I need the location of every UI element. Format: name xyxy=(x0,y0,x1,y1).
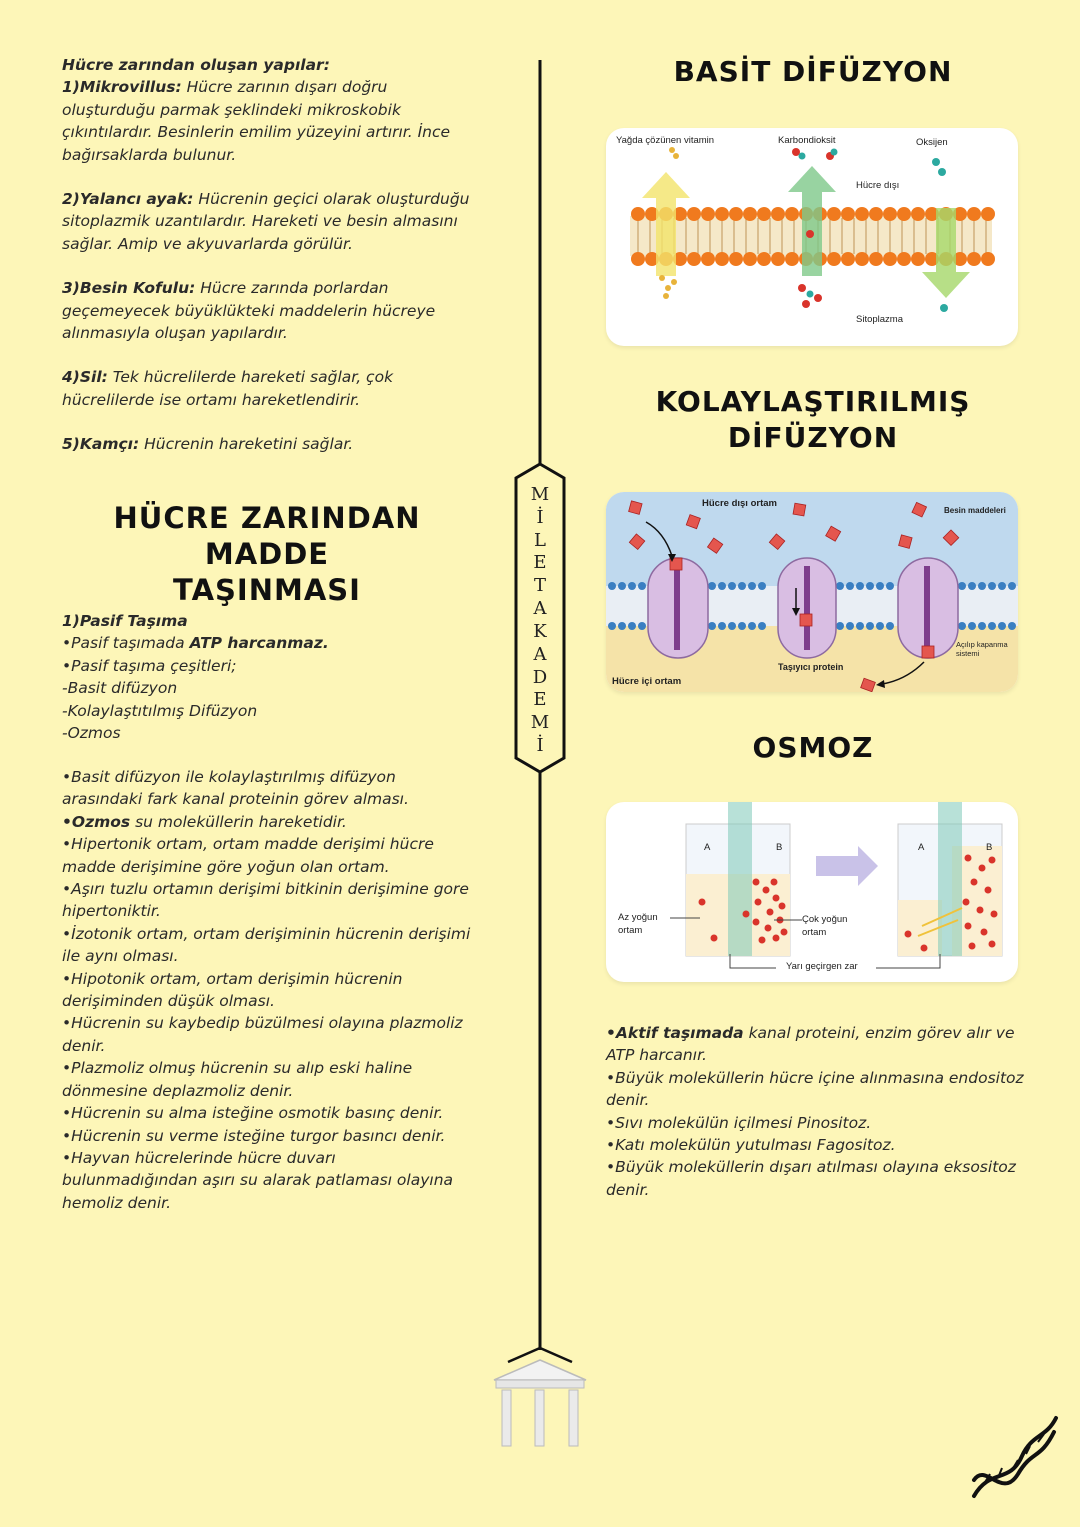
item-kamci: 5)Kamçı: Hücrenin hareketini sağlar. xyxy=(62,435,354,454)
transport-heading: HÜCRE ZARINDAN MADDE TAŞINMASI xyxy=(113,501,421,607)
facilitated-diffusion-diagram: Hücre dışı ortam Besin maddeleri Açılıp kapanma sistemi Taşıyıcı protein Hücre içi ortam xyxy=(606,492,1018,692)
notes-section: •Basit difüzyon ile kolaylaştırılmış difüzyon arasındaki fark kanal proteinin görev alması. •Ozmos su moleküllerin hareketidir. •Hipertonik ortam, ortam madde derişimi hücre madde derişimine göre yoğun olan ortam. •Aşırı tuzlu ortamın derişimi bitkinin derişimine gore hipertoniktir. •İzotonik ortam, ortam derişiminin hücrenin derişimi ile aynı olması. •Hipotonik ortam, ortam derişimin hücrenin derişiminden düşük olması. •Hücrenin su kaybedip büzülmesi olayına plazmoliz denir. •Plazmoliz olmuş hücrenin su alıp eski haline dönmesine deplazmoliz denir. •Hücrenin su alma isteğine osmotik basınç denir. •Hücrenin su verme isteğine turgor basıncı denir. •Hayvan hücrelerinde hücre duvarı bulunmadığından aşırı su alarak patlaması olayına hemoliz denir. xyxy=(62,768,471,1212)
left-column xyxy=(62,54,482,478)
temple-icon xyxy=(494,1348,586,1446)
osmosis-title: OSMOZ xyxy=(752,731,874,764)
passive-section: 1)Pasif Taşıma •Pasif taşımada ATP harcanmaz. •Pasif taşıma çeşitleri; -Basit difüzyon -Kolaylaştıtılmış Difüzyon -Ozmos xyxy=(62,610,482,744)
osmosis-diagram: A B A B Az yoğun ortam Çok yoğun ortam Yarı geçirgen zar xyxy=(606,802,1018,982)
dna-icon xyxy=(966,1408,1062,1504)
simple-diffusion-diagram: Yağda çözünen vitamin Karbondioksit Oksijen Hücre dışı Sitoplazma xyxy=(606,128,1018,346)
passive-title: 1)Pasif Taşıma xyxy=(62,612,188,630)
active-transport-section: •Aktif taşımada kanal proteini, enzim görev alır ve ATP harcanır. •Büyük moleküllerin hücre içine alınmasına endositoz denir. •Sıvı molekülün içilmesi Pinositoz. •Katı molekülün yutulması Fagositoz. •Büyük moleküllerin dışarı atılması olayına eksositoz denir. xyxy=(606,1024,1024,1199)
item-besin-kofulu: 3)Besin Kofulu: Hücre zarında porlardan geçemeyecek büyüklükteki maddelerin hücreye alınmasıyla oluşan yapılardır. xyxy=(62,279,436,343)
structures-section: Hücre zarından oluşan yapılar: 1)Mikrovillus: Hücre zarının dışarı doğru oluşturduğu parmak şeklindeki mikroskobik çıkıntılardır. Besinlerin emilim yüzeyini artırır. İnce bağırsaklarda bulunur. xyxy=(62,54,482,166)
term-mikrovillus: 1)Mikrovillus: xyxy=(62,78,182,97)
academy-vertical-text: M İ L E T A K A D E M İ xyxy=(530,484,550,756)
structures-title: Hücre zarından oluşan yapılar: xyxy=(62,56,330,74)
item-yalanci-ayak: 2)Yalancı ayak: Hücrenin geçici olarak oluşturduğu sitoplazmik uzantılardır. Hareketi ve besin almasını sağlar. Amip ve akyuvarlarda görülür. xyxy=(62,190,470,253)
facilitated-diffusion-title: KOLAYLAŞTIRILMIŞ DİFÜZYON xyxy=(655,385,971,454)
simple-diffusion-title: BASİT DİFÜZYON xyxy=(673,55,953,88)
arrow-right-icon xyxy=(816,846,878,886)
item-sil: 4)Sil: Tek hücrelilerde hareketi sağlar, çok hücrelilerde ise ortamı hareketlendirir. xyxy=(62,368,394,409)
